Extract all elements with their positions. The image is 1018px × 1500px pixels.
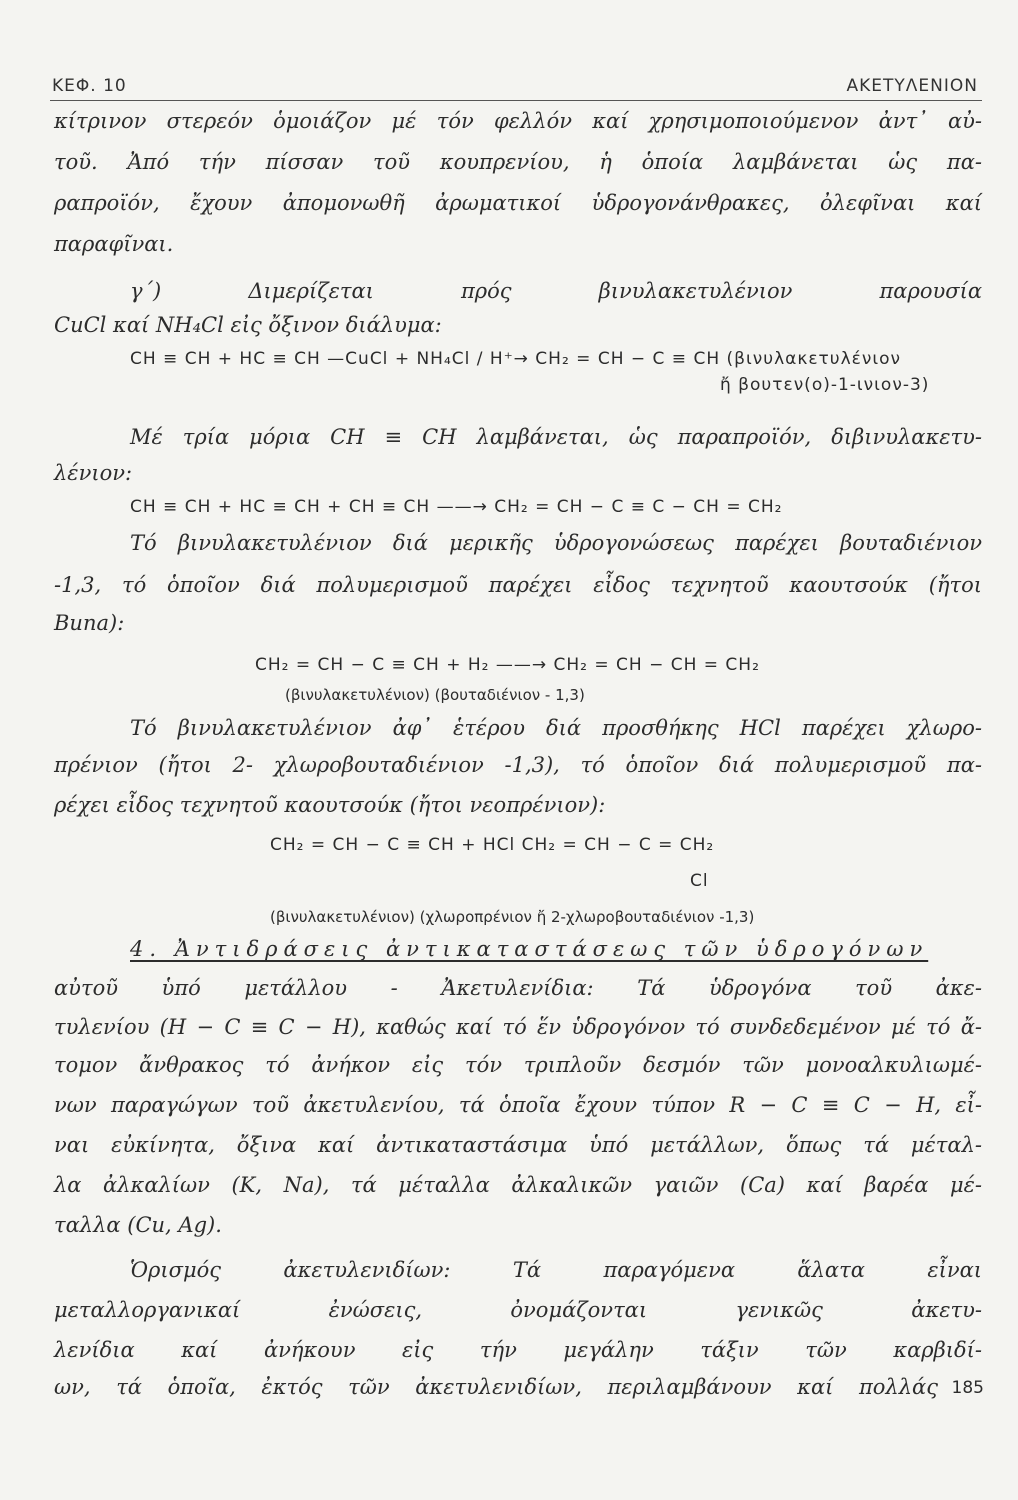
text-line: νων παραγώγων τοῦ ἀκετυλενίου, τά ὁποῖα ἔχουν τύπον R − C ≡ C − H, εἶ-: [54, 1093, 982, 1117]
equation-captions: (βινυλακετυλένιον) (χλωροπρένιον ἤ 2-χλωροβουταδιένιον -1,3): [270, 908, 755, 926]
equation-hcl-addition: CH₂ = CH − C ≡ CH + HCl CH₂ = CH − C = CH₂: [270, 835, 715, 855]
text-line: Μέ τρία μόρια CH ≡ CH λαμβάνεται, ὡς παραπροϊόν, διβινυλακετυ-: [130, 425, 982, 449]
text-line: λένιον:: [54, 461, 133, 485]
equation-trimer: CH ≡ CH + HC ≡ CH + CH ≡ CH ——→ CH₂ = CH − C ≡ C − CH = CH₂: [130, 497, 783, 517]
text-line: CuCl καί NH₄Cl εἰς ὄξινον διάλυμα:: [54, 313, 442, 337]
text-line: ραπροϊόν, ἔχουν ἀπομονωθῆ ἀρωματικοί ὑδρογονάνθρακες, ὀλεφῖναι καί: [54, 191, 982, 215]
text-line: ναι εὐκίνητα, ὄξινα καί ἀντικαταστάσιμα ὑπό μετάλλων, ὅπως τά μέταλ-: [54, 1133, 982, 1157]
running-title: ΑΚΕΤΥΛΕΝΙΟΝ: [846, 76, 978, 96]
text-line: Τό βινυλακετυλένιον ἀφ᾽ ἑτέρου διά προσθήκης HCl παρέχει χλωρο-: [130, 716, 982, 740]
section-gamma-heading: γ΄) Διμερίζεται πρός βινυλακετυλένιον παρουσία: [130, 279, 982, 303]
text-line: λενίδια καί ἀνήκουν εἰς τήν μεγάλην τάξιν τῶν καρβιδί-: [54, 1338, 982, 1362]
text-line: πρένιον (ἤτοι 2- χλωροβουταδιένιον -1,3), τό ὁποῖον διά πολυμερισμοῦ πα-: [54, 753, 982, 777]
equation-captions: (βινυλακετυλένιον) (βουταδιένιον - 1,3): [285, 686, 585, 704]
equation-substituent: Cl: [690, 871, 709, 891]
text-line: παραφῖναι.: [54, 232, 174, 256]
definition-heading: Ὁρισμός ἀκετυλενιδίων: Τά παραγόμενα ἅλατα εἶναι: [130, 1258, 982, 1282]
text-line: λα ἀλκαλίων (K, Na), τά μέταλλα ἀλκαλικῶν γαιῶν (Ca) καί βαρέα μέ-: [54, 1173, 982, 1197]
text-line: τομον ἄνθρακος τό ἀνήκον εἰς τόν τριπλοῦν δεσμόν τῶν μονοαλκυλιωμέ-: [54, 1053, 982, 1077]
text-line: μεταλλοργανικαί ἐνώσεις, ὀνομάζονται γενικῶς ἀκετυ-: [54, 1298, 982, 1322]
header-rule: [50, 100, 982, 101]
equation-note: ἤ βουτεν(ο)-1-ινιον-3): [720, 375, 930, 395]
text-line: ρέχει εἶδος τεχνητοῦ καουτσούκ (ἤτοι νεοπρένιον):: [54, 793, 606, 817]
text-line: Τό βινυλακετυλένιον διά μερικῆς ὑδρογονώσεως παρέχει βουταδιένιον: [130, 531, 982, 555]
chapter-label: ΚΕΦ. 10: [52, 76, 127, 96]
text-line: ταλλα (Cu, Ag).: [54, 1213, 222, 1237]
text-line: κίτρινον στερεόν ὁμοιάζον μέ τόν φελλόν καί χρησιμοποιούμενον ἀντ᾽ αὐ-: [54, 109, 982, 133]
page-number: 185: [951, 1378, 984, 1398]
text-line: τοῦ. Ἀπό τήν πίσσαν τοῦ κουπρενίου, ἡ ὁποία λαμβάνεται ὡς πα-: [54, 150, 982, 174]
text-line: αὐτοῦ ὑπό μετάλλου - Ἀκετυλενίδια: Τά ὑδρογόνα τοῦ ἀκε-: [54, 976, 982, 1000]
equation-hydrogenation: CH₂ = CH − C ≡ CH + H₂ ——→ CH₂ = CH − CH = CH₂: [255, 655, 760, 675]
text-line: τυλενίου (H − C ≡ C − H), καθώς καί τό ἕν ὑδρογόνον τό συνδεδεμένον μέ τό ἄ-: [54, 1015, 982, 1039]
section-4-heading: 4. Ἀντιδράσεις ἀντικαταστάσεως τῶν ὑδρογόνων: [130, 937, 929, 961]
text-line: ων, τά ὁποῖα, ἐκτός τῶν ἀκετυλενιδίων, περιλαμβάνουν καί πολλάς: [54, 1375, 938, 1399]
text-line: Buna):: [54, 611, 125, 635]
equation-dimerization: CH ≡ CH + HC ≡ CH —CuCl + NH₄Cl / H⁺→ CH₂ = CH − C ≡ CH (βινυλακετυλένιον: [130, 349, 902, 369]
text-line: -1,3, τό ὁποῖον διά πολυμερισμοῦ παρέχει εἶδος τεχνητοῦ καουτσούκ (ἤτοι: [54, 573, 982, 597]
